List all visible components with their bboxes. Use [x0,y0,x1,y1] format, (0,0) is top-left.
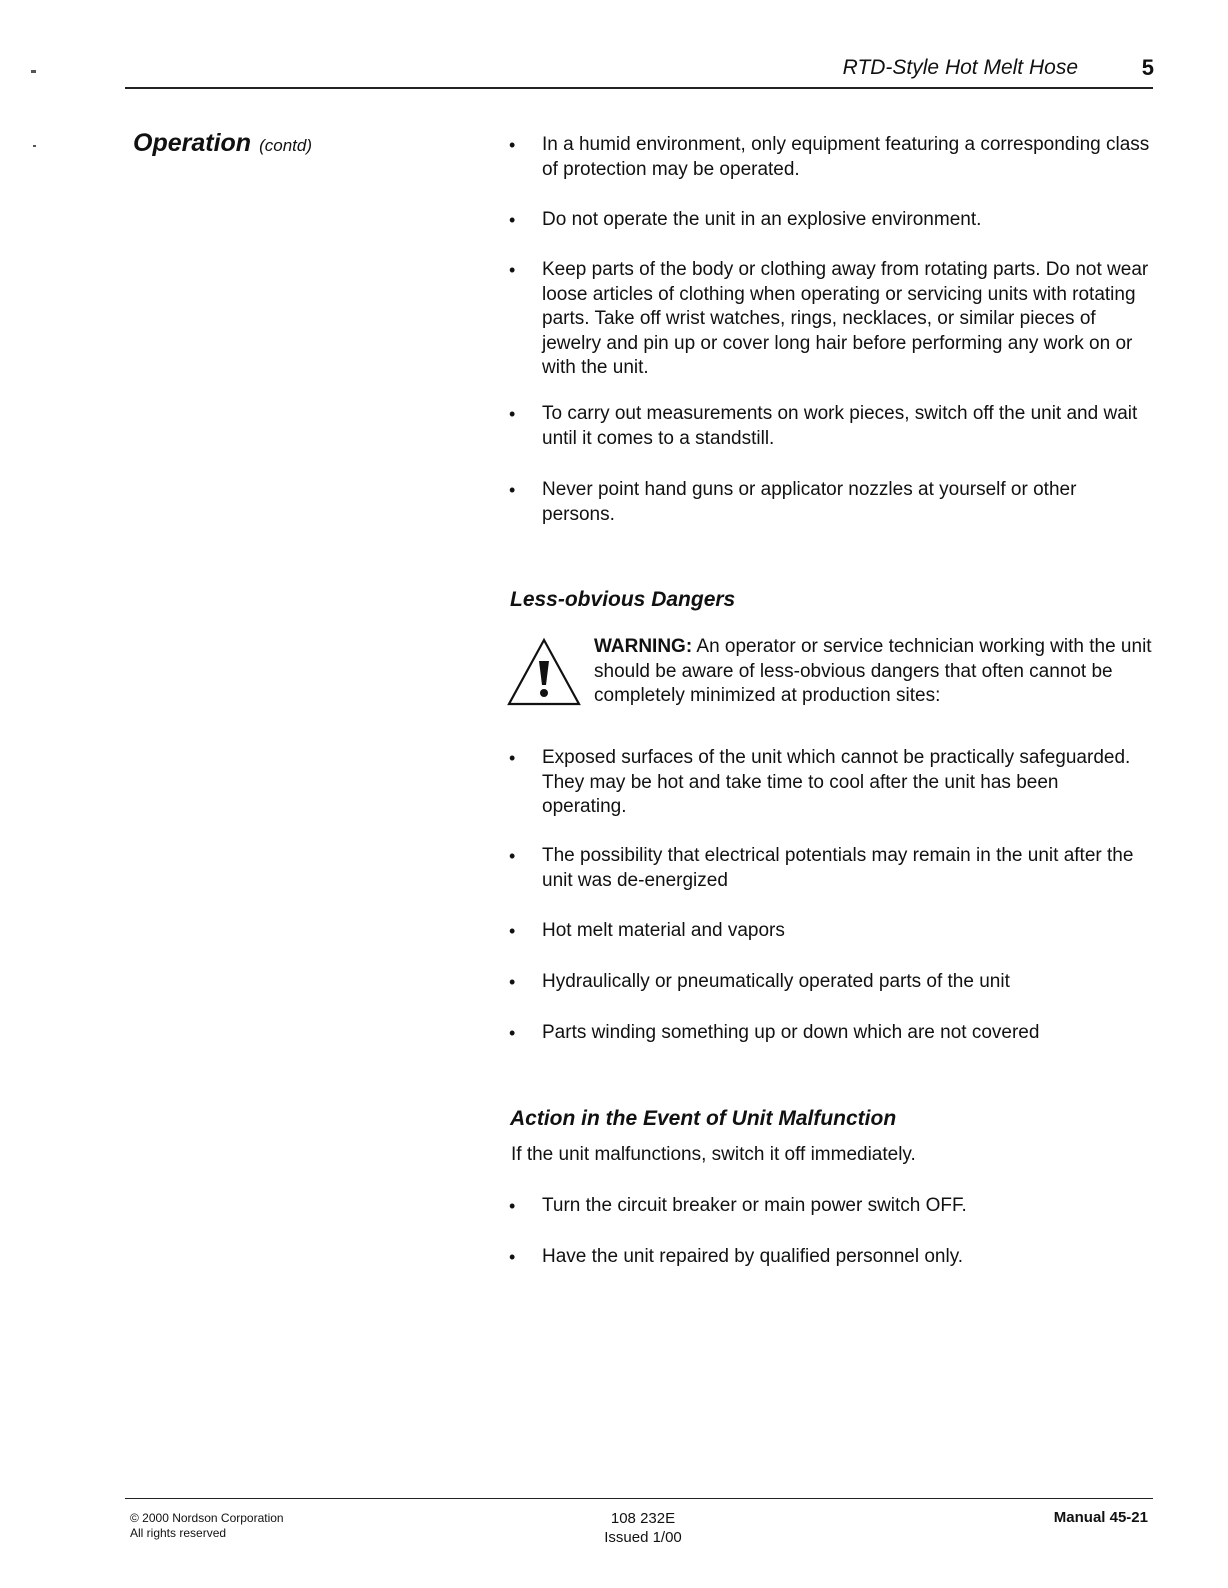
less-obvious-heading: Less-obvious Dangers [510,588,736,611]
list-item-text: The possibility that electrical potentials may remain in the unit after the unit was de-energized [542,845,1134,891]
section-title [133,129,312,158]
list-item-text: Hot melt material and vapors [542,920,785,941]
list-item-text: Keep parts of the body or clothing away from rotating parts. Do not wear loose articles of clothing when operating or servicing units with rotating parts. Take off wrist watches, rings, necklaces, or similar pieces of jewelry and pin up or cover long hair before performing any work on or with the unit. [542,259,1149,378]
list-item-text: Exposed surfaces of the unit which cannot be practically safeguarded. They may be hot and take time to cool after the unit has been operating. [542,747,1131,817]
list-item-text: Hydraulically or pneumatically operated parts of the unit [542,971,1010,992]
warning-paragraph [594,635,1154,709]
bullet-icon: • [509,210,516,230]
bullet-icon: • [509,404,516,424]
bullet-icon: • [509,1196,516,1216]
scan-mark [33,145,36,147]
bullet-icon: • [509,921,516,941]
copyright-text: © 2000 Nordson Corporation [130,1511,284,1525]
malfunction-heading: Action in the Event of Unit Malfunction [510,1107,897,1130]
issued-date: Issued 1/00 [604,1529,682,1546]
list-item-text: Never point hand guns or applicator nozzles at yourself or other persons. [542,479,1077,525]
footer-doc-info [560,1509,726,1547]
header-title: RTD-Style Hot Melt Hose [842,56,1078,79]
section-title-text: Operation [133,129,252,157]
bullet-icon: • [509,135,516,155]
list-item-text: Do not operate the unit in an explosive environment. [542,209,982,230]
bullet-icon: • [509,480,516,500]
bullet-icon: • [509,846,516,866]
scan-mark [31,70,36,73]
footer-rule [125,1498,1153,1499]
list-item-text: To carry out measurements on work pieces, switch off the unit and wait until it comes to a standstill. [542,403,1138,449]
bullet-icon: • [509,748,516,768]
list-item-text: Parts winding something up or down which are not covered [542,1022,1040,1043]
page-number: 5 [1141,55,1154,80]
footer-copyright [130,1511,284,1541]
bullet-icon: • [509,1023,516,1043]
bullet-icon: • [509,972,516,992]
list-item-text: Turn the circuit breaker or main power switch OFF. [542,1195,967,1216]
rights-text: All rights reserved [130,1526,227,1540]
list-item-text: In a humid environment, only equipment featuring a corresponding class of protection may be operated. [542,134,1150,180]
doc-number: 108 232E [610,1510,676,1527]
bullet-icon: • [509,260,516,280]
warning-text: An operator or service technician working with the unit should be aware of less-obvious dangers that often cannot be completely minimized at production sites: [594,636,1152,706]
manual-number: Manual 45-21 [1053,1509,1148,1526]
malfunction-intro: If the unit malfunctions, switch it off immediately. [511,1144,916,1165]
warning-triangle-icon [506,637,582,707]
header-rule [125,87,1153,89]
warning-label: WARNING: [594,636,693,657]
list-item-text: Have the unit repaired by qualified personnel only. [542,1246,964,1267]
section-contd: (contd) [259,136,312,155]
bullet-icon: • [509,1247,516,1267]
